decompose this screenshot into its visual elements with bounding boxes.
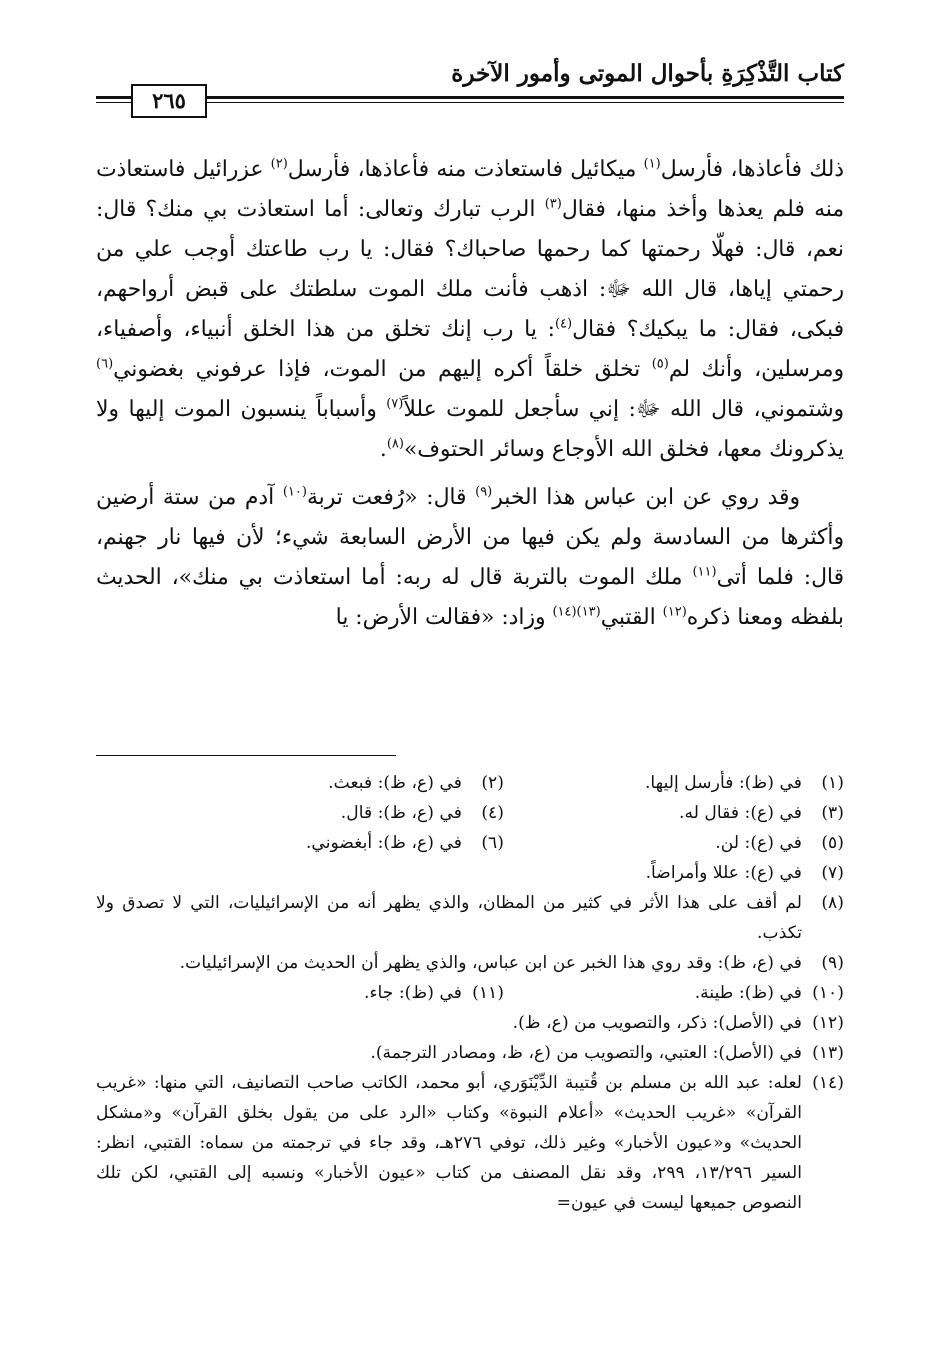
footnote-text: في (ع، ظ): قال. — [340, 803, 462, 823]
footnote-ref: (١١) — [692, 564, 717, 580]
footnote-row — [96, 798, 844, 828]
footnote-number: (٦) — [481, 833, 504, 853]
footnote-text: في (ظ): فأرسل إليها. — [644, 773, 802, 793]
footnote-ref: (٤) — [554, 316, 573, 332]
footnote-6 — [164, 828, 504, 858]
footnote-number: (١٢) — [812, 1013, 844, 1033]
text-run: ذلك فأعاذها، فأرسل — [660, 157, 844, 182]
footnotes — [96, 768, 844, 1218]
footnote-text: لعله: عبد الله بن مسلم بن قُتيبة الدِّيْنَوَري، أبو محمد، الكاتب صاحب التصانيف، التي منها: «غريب القرآن» «غريب الحديث» «أعلام النبوة» وكتاب «الرد على من يقول بخلق القرآن» و«مشكل الحديث» و«عيون الأخبار» وغير ذلك، توفي ٢٧٦هـ، وقد جاء في ترجمته من سماه: القتبي، انظر: السير ١٣/٢٩٦، ٢٩٩، وقد نقل المصنف من كتاب «عيون الأخبار» ونسبه إلى القتبي، لكن تلك النصوص جميعها ليست في عيون= — [96, 1073, 803, 1213]
footnote-number: (٢) — [481, 773, 504, 793]
text-run: . — [379, 437, 387, 462]
footnote-ref: (٢) — [270, 156, 288, 172]
footnote-ref: (٧) — [386, 396, 404, 412]
footnote-number: (١) — [821, 773, 844, 793]
footnote-number: (٧) — [821, 863, 844, 883]
footnote-text: في (ظ): جاء. — [364, 983, 462, 1003]
footnote-ref: (٦) — [96, 356, 114, 372]
footnote-number: (٥) — [821, 833, 844, 853]
paragraph-1 — [96, 150, 844, 470]
running-header-title: كتاب التَّذْكِرَةِ بأحوال الموتى وأمور الآخرة — [451, 60, 844, 87]
footnote-8 — [96, 888, 844, 948]
footnote-text: في (الأصل): العتبي، والتصويب من (ع، ظ، ومصادر الترجمة). — [370, 1043, 802, 1063]
text-run: وقد روي عن ابن عباس هذا الخبر — [492, 485, 800, 510]
footnote-text: في (ع، ظ): أبغضوني. — [305, 833, 462, 853]
footnote-number: (٩) — [821, 953, 844, 973]
footnote-number: (٣) — [821, 803, 844, 823]
footnote-row — [96, 978, 844, 1008]
footnote-11 — [164, 978, 504, 1008]
footnote-1 — [504, 768, 844, 798]
text-run: عزرائيل فاستعاذت منه فلم يعذها وأخذ منها، فقال — [96, 157, 845, 222]
footnote-10 — [504, 978, 844, 1008]
footnote-number: (١٣) — [812, 1043, 844, 1063]
footnote-ref: (٩) — [475, 484, 493, 500]
footnote-ref: (١) — [643, 156, 661, 172]
text-run: الرب تبارك وتعالى: أما استعاذت بي منك؟ قال: نعم، قال: فهلّا رحمتها كما رحمها صاحباك؟ فقال: يا رب طاعتك أوجب علي من رحمتي إياها، قال الله ﷻ: اذهب فأنت ملك الموت سلطتك على قبض أرواحهم، فبكى، فقال: ما يبكيك؟ فقال — [96, 197, 844, 342]
footnote-text: في (الأصل): ذكر، والتصويب من (ع، ظ). — [512, 1013, 802, 1033]
footnote-number: (٤) — [481, 803, 504, 823]
footnote-text: لم أقف على هذا الأثر في كثير من المظان، والذي يظهر أنه من الإسرائيليات، التي لا تصدق ولا تكذب. — [96, 893, 802, 943]
text-run: ملك الموت بالتربة قال له ربه: أما استعاذت بي منك»، الحديث بلفظه ومعنا ذكره — [96, 565, 844, 630]
footnote-12 — [96, 1008, 844, 1038]
text-run: وشتموني، قال الله ﷻ: إني سأجعل للموت عللاً — [403, 397, 844, 422]
footnote-7 — [96, 858, 844, 888]
header-rule — [96, 96, 844, 99]
footnote-row — [96, 768, 844, 798]
footnote-text: في (ع، ظ): فبعث. — [328, 773, 462, 793]
footnote-ref: (١٢) — [662, 604, 687, 620]
text-run: قال: «رُفعت تربة — [306, 485, 476, 510]
footnote-3 — [504, 798, 844, 828]
text-run: آدم من ستة أرضين وأكثرها من السادسة ولم يكن فيها من الأرض السابعة شيء؛ لأن فيها نار جهنم، قال: فلما أتى — [96, 485, 844, 590]
header-rule-thin — [96, 102, 844, 103]
footnote-ref: (١٣)(١٤) — [552, 604, 601, 620]
footnote-number: (١١) — [472, 983, 504, 1003]
footnote-5 — [504, 828, 844, 858]
footnote-ref: (١٠) — [282, 484, 307, 500]
footnote-4 — [164, 798, 504, 828]
footnote-text: في (ع): فقال له. — [679, 803, 802, 823]
footnote-ref: (٥) — [651, 356, 669, 372]
footnote-text: في (ع): لن. — [715, 833, 802, 853]
text-run: ميكائيل فاستعاذت منه فأعاذها، فأرسل — [287, 157, 644, 182]
footnote-14 — [96, 1068, 844, 1218]
footnote-number: (٨) — [821, 893, 844, 913]
main-text — [96, 150, 844, 638]
footnote-9 — [96, 948, 844, 978]
text-run: وأسباباً ينسبون الموت إليها ولا يذكرونك معها، فخلق الله الأوجاع وسائر الحتوف» — [96, 397, 844, 462]
footnote-number: (١٤) — [812, 1073, 844, 1093]
paragraph-2 — [96, 478, 844, 638]
footnote-separator — [96, 755, 396, 756]
text-run: وزاد: «فقالت الأرض: يا — [335, 605, 553, 630]
text-run: : يا رب إنك تخلق من هذا الخلق أنبياء، وأصفياء، ومرسلين، وأنك لم — [96, 317, 844, 382]
footnote-text: في (ع، ظ): وقد روي هذا الخبر عن ابن عباس، والذي يظهر أن الحديث من الإسرائيليات. — [179, 953, 802, 973]
page-number: ٢٦٥ — [131, 84, 207, 118]
text-run: القتبي — [600, 605, 663, 630]
footnote-13 — [96, 1038, 844, 1068]
footnote-ref: (٣) — [544, 196, 562, 212]
footnote-number: (١٠) — [812, 983, 844, 1003]
footnote-2 — [164, 768, 504, 798]
footnote-text: في (ع): عللا وأمراضاً. — [645, 863, 802, 883]
footnote-ref: (٨) — [386, 436, 404, 452]
text-run: تخلق خلقاً أكره إليهم من الموت، فإذا عرفوني بغضوني — [113, 357, 652, 382]
footnote-text: في (ظ): طينة. — [694, 983, 802, 1003]
footnote-row — [96, 828, 844, 858]
